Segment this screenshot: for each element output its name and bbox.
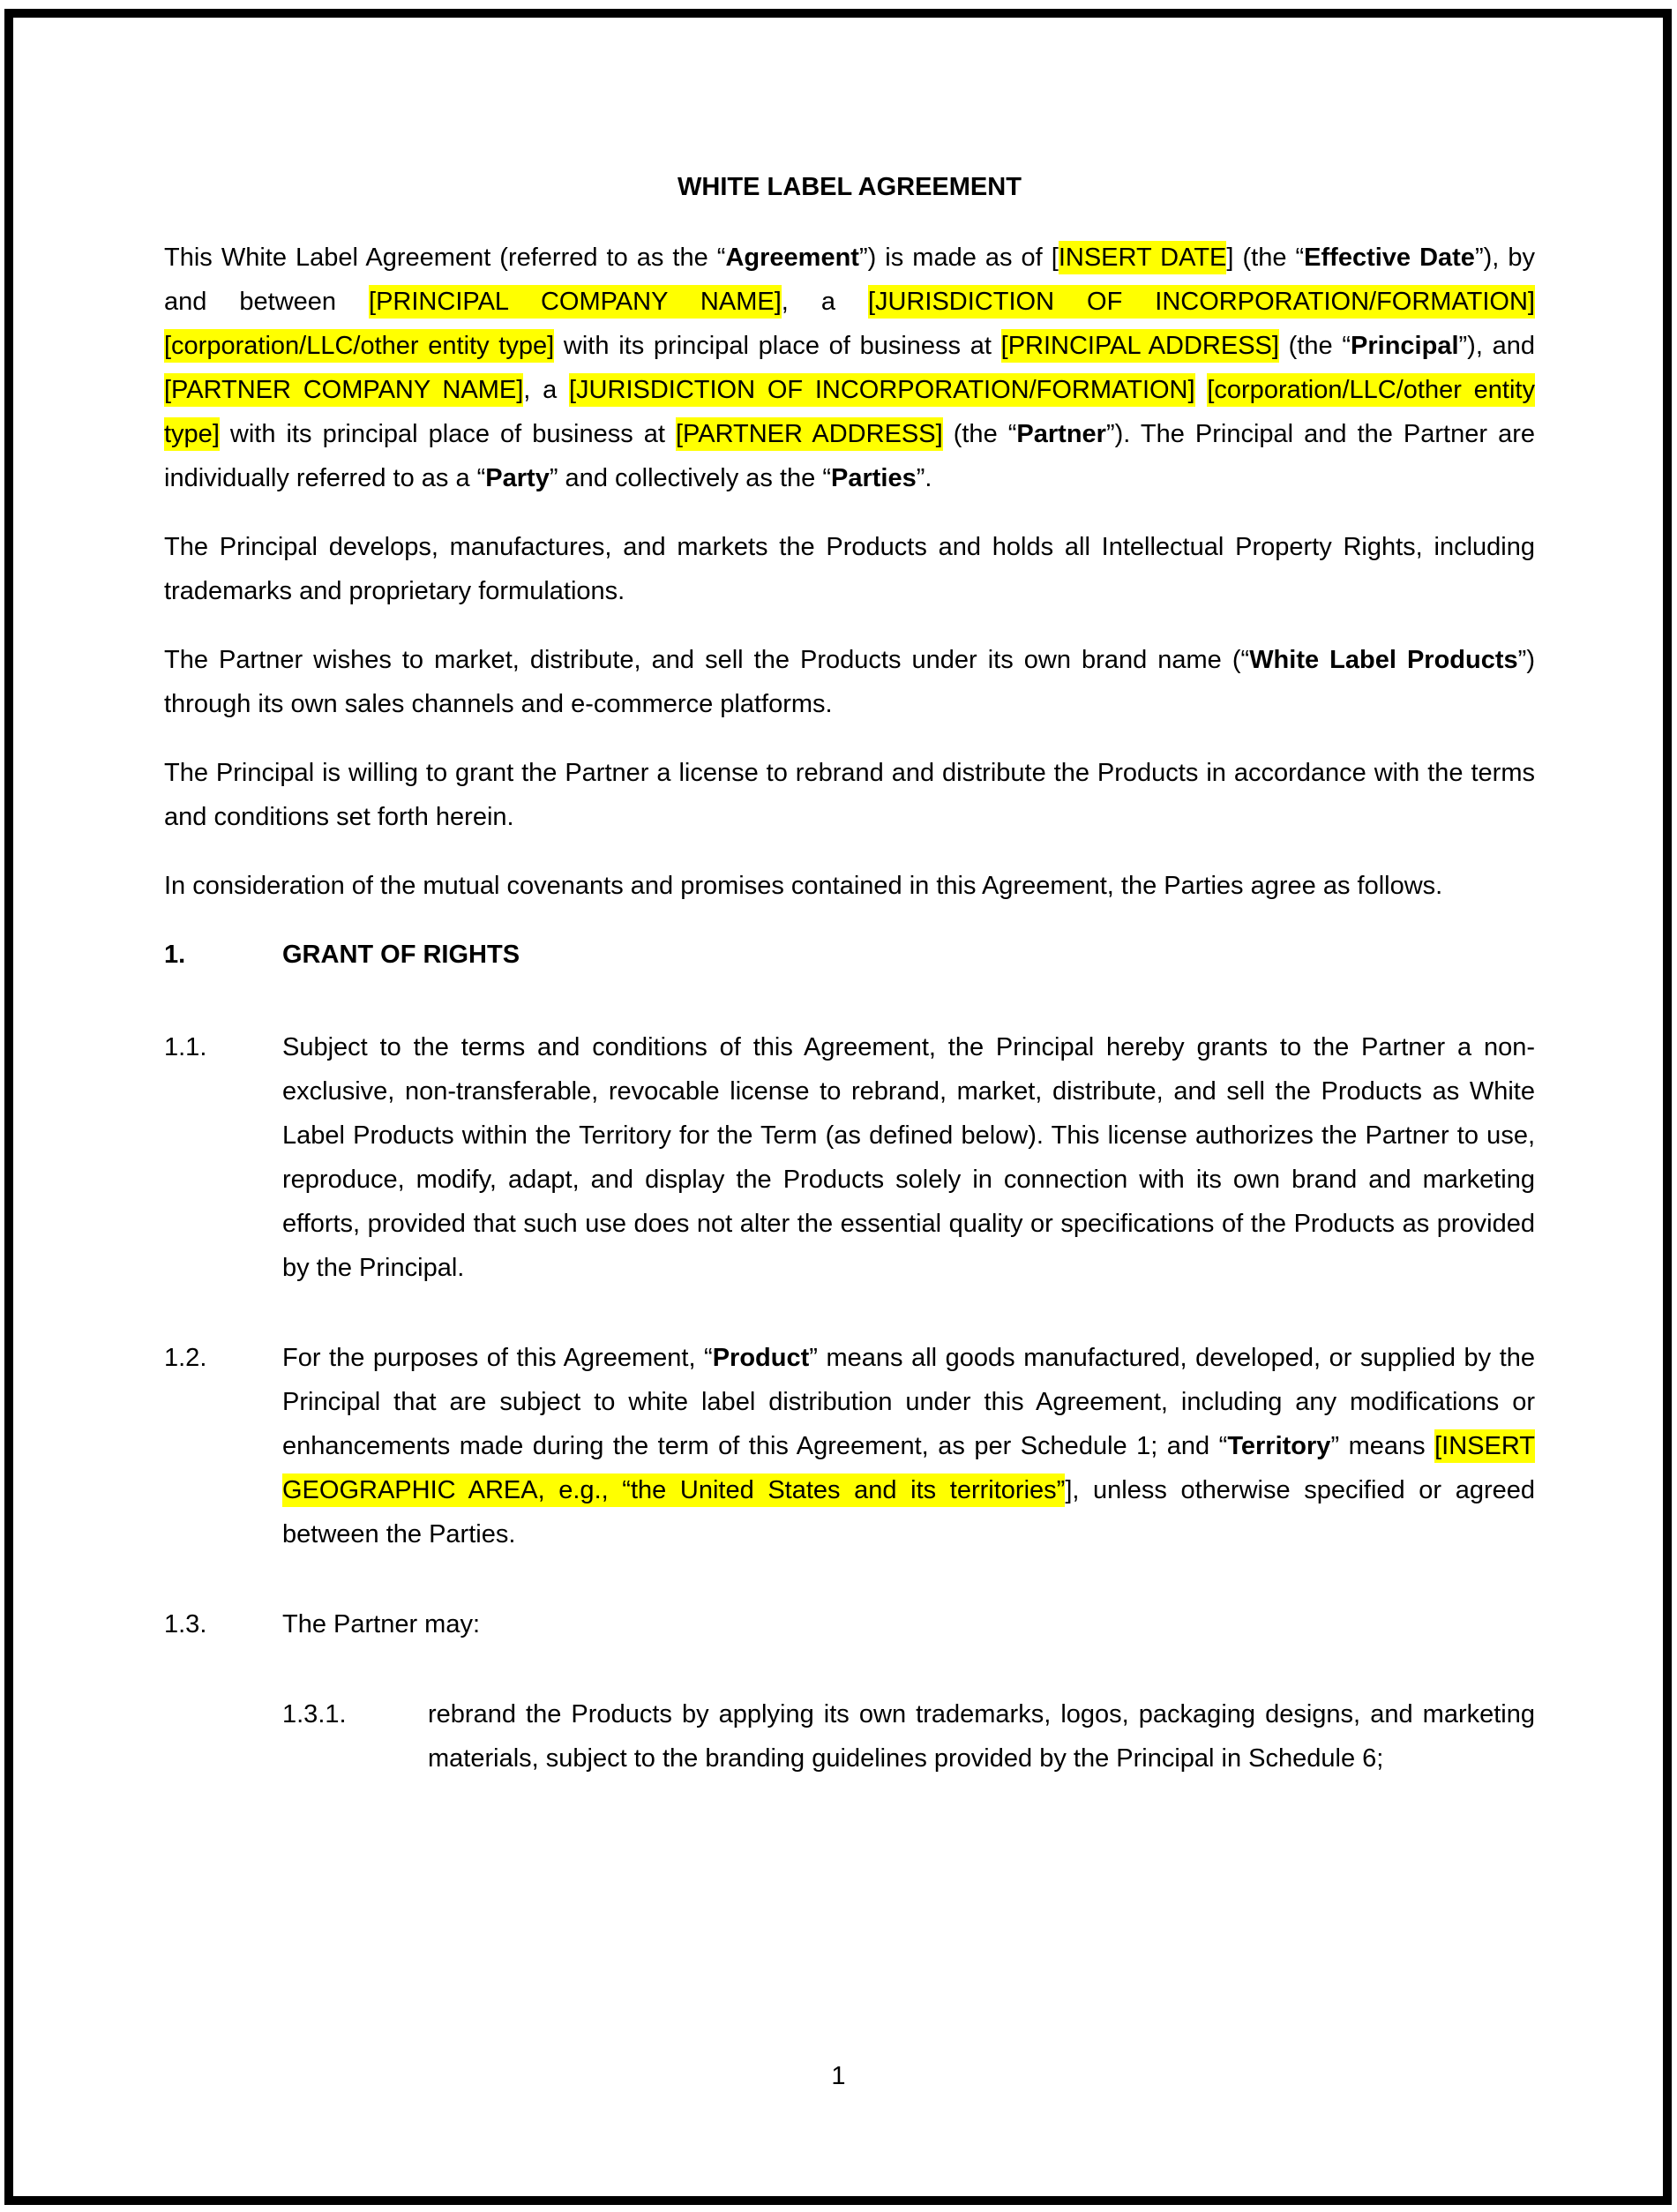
- text-run: ” means all goods manufactured, developed, or supplied by the Principal that are subject to white label distribution under this Agreement, including any modifications or enhancements made during the term of this Agreement, as per Schedule 1; and “: [282, 1344, 1536, 1460]
- text-run: This White Label Agreement (referred to as the “: [164, 244, 726, 272]
- paragraph: [164, 864, 1535, 908]
- clause-number: 1.3.1.: [282, 1700, 347, 1728]
- highlighted-placeholder: INSERT DATE: [1059, 241, 1227, 274]
- highlighted-placeholder: [PRINCIPAL ADDRESS]: [1001, 329, 1279, 363]
- section-heading: [164, 933, 1535, 977]
- clause-number: 1.1.: [164, 1033, 207, 1061]
- text-run: For the purposes of this Agreement, “: [282, 1344, 713, 1372]
- highlighted-placeholder: [PRINCIPAL COMPANY NAME]: [369, 285, 782, 319]
- paragraph: [164, 236, 1535, 500]
- text-run: Principal: [1351, 332, 1459, 360]
- text-run: The Principal develops, manufactures, and markets the Products and holds all Intellectual Property Rights, including trademarks and proprietary formulations.: [164, 533, 1535, 605]
- text-run: GRANT OF RIGHTS: [282, 941, 520, 969]
- text-run: [1195, 376, 1208, 404]
- text-run: In consideration of the mutual covenants and promises contained in this Agreement, the Parties agree as follows.: [164, 872, 1443, 900]
- highlighted-placeholder: [corporation/LLC/other entity type]: [164, 329, 554, 363]
- highlighted-placeholder: [PARTNER ADDRESS]: [676, 417, 943, 451]
- text-run: ] (the “: [1226, 244, 1305, 272]
- clause-number: 1.3.: [164, 1610, 207, 1638]
- text-run: Partner: [1016, 420, 1106, 448]
- text-run: Agreement: [725, 244, 859, 272]
- text-run: ], unless otherwise specified or agreed between the Parties.: [282, 1476, 1536, 1548]
- highlighted-placeholder: [JURISDICTION OF INCORPORATION/FORMATION]: [868, 285, 1535, 319]
- numbered-clause: [164, 1692, 1535, 1781]
- text-run: Product: [712, 1344, 810, 1372]
- paragraph: [164, 638, 1535, 726]
- text-run: ” and collectively as the “: [549, 464, 831, 492]
- document-body: [164, 236, 1535, 1781]
- text-run: with its principal place of business at: [219, 420, 676, 448]
- text-run: , a: [523, 376, 569, 404]
- text-run: Party: [485, 464, 550, 492]
- text-run: White Label Products: [1249, 646, 1518, 674]
- highlighted-placeholder: [JURISDICTION OF INCORPORATION/FORMATION]: [569, 373, 1195, 407]
- text-run: ”), and: [1458, 332, 1535, 360]
- numbered-clause: [164, 1025, 1535, 1290]
- text-run: The Partner wishes to market, distribute, and sell the Products under its own brand name (“: [164, 646, 1250, 674]
- text-run: ”.: [916, 464, 932, 492]
- text-run: ” means: [1330, 1432, 1435, 1460]
- clause-number: 1.: [164, 941, 186, 969]
- text-run: ”). The Principal and the Partner are individually referred to as a “: [164, 420, 1535, 492]
- paragraph: [164, 525, 1535, 613]
- text-run: rebrand the Products by applying its own trademarks, logos, packaging designs, and marketing materials, subject to the branding guidelines provided by the Principal in Schedule 6;: [428, 1700, 1535, 1773]
- text-run: Effective Date: [1304, 244, 1475, 272]
- clause-number: 1.2.: [164, 1344, 207, 1372]
- text-run: The Principal is willing to grant the Partner a license to rebrand and distribute the Products in accordance with the terms and conditions set forth herein.: [164, 759, 1535, 831]
- text-run: ”) is made as of [: [858, 244, 1059, 272]
- paragraph: [164, 751, 1535, 839]
- highlighted-placeholder: [corporation/LLC/other entity type]: [164, 373, 1535, 451]
- numbered-clause: [164, 1602, 1535, 1646]
- text-run: (the “: [942, 420, 1017, 448]
- text-run: , a: [781, 288, 868, 316]
- highlighted-placeholder: [INSERT GEOGRAPHIC AREA, e.g., “the United States and its territories”: [282, 1429, 1535, 1507]
- document-title: WHITE LABEL AGREEMENT: [678, 173, 1022, 201]
- text-run: (the “: [1278, 332, 1351, 360]
- page-number: 1: [831, 2062, 846, 2090]
- text-run: The Partner may:: [282, 1610, 481, 1638]
- text-run: Territory: [1227, 1432, 1331, 1460]
- highlighted-placeholder: [PARTNER COMPANY NAME]: [164, 373, 523, 407]
- text-run: with its principal place of business at: [554, 332, 1001, 360]
- text-run: Subject to the terms and conditions of this Agreement, the Principal hereby grants to the Partner a non-exclusive, non-transferable, revocable license to rebrand, market, distribute, and sell the Products as White Label Products within the Territory for the Term (as defined below). This license authorizes the Partner to use, reproduce, modify, adapt, and display the Products solely in connection with its own brand and marketing efforts, provided that such use does not alter the essential quality or specifications of the Products as provided by the Principal.: [282, 1033, 1535, 1282]
- text-run: ”), by and between: [164, 244, 1535, 316]
- numbered-clause: [164, 1336, 1535, 1556]
- text-run: Parties: [831, 464, 917, 492]
- text-run: ”) through its own sales channels and e-commerce platforms.: [164, 646, 1535, 718]
- document-content: [164, 165, 1535, 1826]
